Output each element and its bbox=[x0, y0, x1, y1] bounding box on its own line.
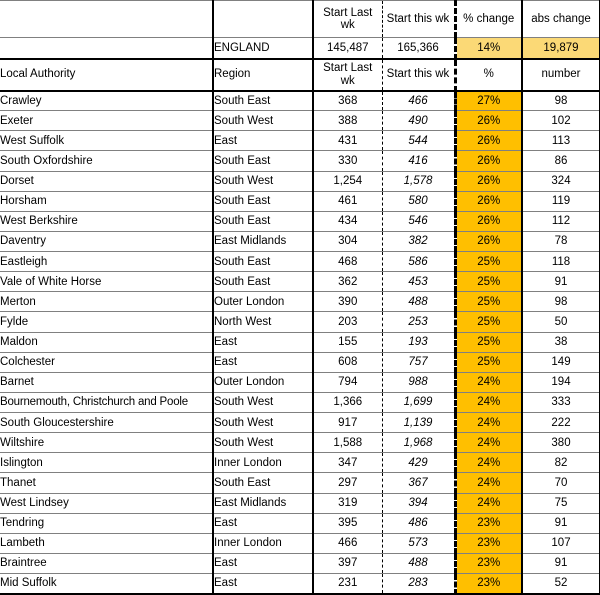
cell-local-authority: West Berkshire bbox=[0, 211, 213, 231]
cell-pct-change: 25% bbox=[455, 332, 522, 352]
cell-start-last-wk: 155 bbox=[313, 332, 382, 352]
table-row[interactable] bbox=[0, 272, 600, 292]
cell-pct-change: 27% bbox=[455, 91, 522, 111]
cell-region: Outer London bbox=[213, 372, 313, 392]
cell-abs-change: 75 bbox=[522, 493, 600, 513]
table-row[interactable] bbox=[0, 171, 600, 191]
cell-start-last-wk: 319 bbox=[313, 493, 382, 513]
cell-start-this-wk: 488 bbox=[382, 292, 455, 312]
table-row[interactable] bbox=[0, 191, 600, 211]
total-blank-cell bbox=[0, 38, 213, 59]
cell-start-this-wk: 988 bbox=[382, 372, 455, 392]
cell-abs-change: 112 bbox=[522, 211, 600, 231]
cell-region: South East bbox=[213, 272, 313, 292]
cell-start-last-wk: 434 bbox=[313, 211, 382, 231]
cell-start-this-wk: 573 bbox=[382, 533, 455, 553]
cell-abs-change: 333 bbox=[522, 392, 600, 412]
cell-abs-change: 50 bbox=[522, 312, 600, 332]
cell-pct-change: 25% bbox=[455, 252, 522, 272]
cell-local-authority: Islington bbox=[0, 453, 213, 473]
column-header-number: number bbox=[522, 59, 600, 91]
cell-abs-change: 107 bbox=[522, 533, 600, 553]
header-start-this-wk: Start this wk bbox=[382, 1, 455, 38]
cell-local-authority: Colchester bbox=[0, 352, 213, 372]
table-row[interactable] bbox=[0, 392, 600, 412]
cell-start-last-wk: 231 bbox=[313, 574, 382, 594]
cell-local-authority: Maldon bbox=[0, 332, 213, 352]
cell-region: East Midlands bbox=[213, 231, 313, 251]
cell-local-authority: Mid Suffolk bbox=[0, 574, 213, 594]
cell-abs-change: 98 bbox=[522, 91, 600, 111]
cell-region: South East bbox=[213, 91, 313, 111]
cell-local-authority: South Oxfordshire bbox=[0, 151, 213, 171]
cell-pct-change: 24% bbox=[455, 392, 522, 412]
cell-region: South West bbox=[213, 433, 313, 453]
cell-local-authority: Wiltshire bbox=[0, 433, 213, 453]
cell-start-this-wk: 382 bbox=[382, 231, 455, 251]
cell-region: South East bbox=[213, 473, 313, 493]
cell-local-authority: South Gloucestershire bbox=[0, 413, 213, 433]
cell-start-this-wk: 757 bbox=[382, 352, 455, 372]
cell-abs-change: 70 bbox=[522, 473, 600, 493]
cell-local-authority: Thanet bbox=[0, 473, 213, 493]
cell-region: East bbox=[213, 513, 313, 533]
cell-pct-change: 24% bbox=[455, 473, 522, 493]
cell-local-authority: Tendring bbox=[0, 513, 213, 533]
total-start-last-wk: 145,487 bbox=[313, 38, 382, 59]
cell-region: South East bbox=[213, 191, 313, 211]
table-row[interactable] bbox=[0, 533, 600, 553]
cell-abs-change: 82 bbox=[522, 453, 600, 473]
cell-abs-change: 119 bbox=[522, 191, 600, 211]
cell-pct-change: 24% bbox=[455, 372, 522, 392]
cell-local-authority: Vale of White Horse bbox=[0, 272, 213, 292]
cell-region: East bbox=[213, 574, 313, 594]
column-header-local-authority: Local Authority bbox=[0, 59, 213, 91]
cell-start-last-wk: 368 bbox=[313, 91, 382, 111]
cell-region: North West bbox=[213, 312, 313, 332]
cell-local-authority: Merton bbox=[0, 292, 213, 312]
cell-start-last-wk: 608 bbox=[313, 352, 382, 372]
cell-abs-change: 91 bbox=[522, 553, 600, 573]
cell-start-last-wk: 917 bbox=[313, 413, 382, 433]
table-row[interactable] bbox=[0, 131, 600, 151]
cell-abs-change: 86 bbox=[522, 151, 600, 171]
table-row[interactable] bbox=[0, 513, 600, 533]
cell-start-last-wk: 466 bbox=[313, 533, 382, 553]
table-row[interactable] bbox=[0, 151, 600, 171]
total-row-england bbox=[0, 38, 600, 59]
table-row[interactable] bbox=[0, 91, 600, 111]
cell-abs-change: 38 bbox=[522, 332, 600, 352]
cell-abs-change: 52 bbox=[522, 574, 600, 594]
cell-start-this-wk: 367 bbox=[382, 473, 455, 493]
cell-pct-change: 24% bbox=[455, 413, 522, 433]
cell-start-last-wk: 362 bbox=[313, 272, 382, 292]
cell-start-this-wk: 1,139 bbox=[382, 413, 455, 433]
cell-start-last-wk: 330 bbox=[313, 151, 382, 171]
cell-local-authority: Dorset bbox=[0, 171, 213, 191]
cell-region: South West bbox=[213, 171, 313, 191]
cell-abs-change: 91 bbox=[522, 513, 600, 533]
cell-region: East Midlands bbox=[213, 493, 313, 513]
table-row[interactable] bbox=[0, 574, 600, 594]
cell-pct-change: 25% bbox=[455, 292, 522, 312]
cell-pct-change: 26% bbox=[455, 171, 522, 191]
cell-pct-change: 25% bbox=[455, 352, 522, 372]
table-row[interactable] bbox=[0, 312, 600, 332]
total-abs-change: 19,879 bbox=[522, 38, 600, 59]
header-abs-change: abs change bbox=[522, 1, 600, 38]
cell-region: East bbox=[213, 553, 313, 573]
cell-start-last-wk: 347 bbox=[313, 453, 382, 473]
cell-start-last-wk: 297 bbox=[313, 473, 382, 493]
cell-region: South East bbox=[213, 252, 313, 272]
cell-region: East bbox=[213, 131, 313, 151]
cell-start-last-wk: 431 bbox=[313, 131, 382, 151]
table-row[interactable] bbox=[0, 413, 600, 433]
cell-local-authority: Barnet bbox=[0, 372, 213, 392]
cell-region: South West bbox=[213, 413, 313, 433]
cell-abs-change: 324 bbox=[522, 171, 600, 191]
cell-start-this-wk: 546 bbox=[382, 211, 455, 231]
cell-local-authority: Horsham bbox=[0, 191, 213, 211]
column-header-start-last-wk: Start Last wk bbox=[313, 59, 382, 91]
table-row[interactable] bbox=[0, 493, 600, 513]
cell-local-authority: Lambeth bbox=[0, 533, 213, 553]
total-start-this-wk: 165,366 bbox=[382, 38, 455, 59]
cell-start-this-wk: 429 bbox=[382, 453, 455, 473]
cell-pct-change: 26% bbox=[455, 131, 522, 151]
cell-start-last-wk: 388 bbox=[313, 111, 382, 131]
cell-pct-change: 23% bbox=[455, 574, 522, 594]
cell-start-this-wk: 490 bbox=[382, 111, 455, 131]
cell-pct-change: 23% bbox=[455, 513, 522, 533]
header-blank-local-authority bbox=[0, 1, 213, 38]
cell-start-this-wk: 1,968 bbox=[382, 433, 455, 453]
table-row[interactable] bbox=[0, 292, 600, 312]
cell-start-last-wk: 390 bbox=[313, 292, 382, 312]
cell-local-authority: Eastleigh bbox=[0, 252, 213, 272]
cell-start-this-wk: 488 bbox=[382, 553, 455, 573]
table-row[interactable] bbox=[0, 473, 600, 493]
cell-region: East bbox=[213, 332, 313, 352]
cell-abs-change: 102 bbox=[522, 111, 600, 131]
cell-local-authority: Crawley bbox=[0, 91, 213, 111]
cell-start-last-wk: 468 bbox=[313, 252, 382, 272]
cell-local-authority: Braintree bbox=[0, 553, 213, 573]
cell-region: East bbox=[213, 352, 313, 372]
cell-start-last-wk: 1,254 bbox=[313, 171, 382, 191]
cell-region: South East bbox=[213, 151, 313, 171]
total-pct-change: 14% bbox=[455, 38, 522, 59]
cell-abs-change: 149 bbox=[522, 352, 600, 372]
cell-start-last-wk: 397 bbox=[313, 553, 382, 573]
table-row[interactable] bbox=[0, 252, 600, 272]
cell-pct-change: 26% bbox=[455, 111, 522, 131]
cell-pct-change: 23% bbox=[455, 533, 522, 553]
cell-start-last-wk: 461 bbox=[313, 191, 382, 211]
cell-region: Outer London bbox=[213, 292, 313, 312]
cell-abs-change: 78 bbox=[522, 231, 600, 251]
cell-start-this-wk: 1,699 bbox=[382, 392, 455, 412]
cell-abs-change: 98 bbox=[522, 292, 600, 312]
table-row[interactable] bbox=[0, 433, 600, 453]
cell-start-this-wk: 453 bbox=[382, 272, 455, 292]
cell-local-authority: West Lindsey bbox=[0, 493, 213, 513]
table-row[interactable] bbox=[0, 211, 600, 231]
cell-region: Inner London bbox=[213, 453, 313, 473]
cell-abs-change: 222 bbox=[522, 413, 600, 433]
cell-start-this-wk: 283 bbox=[382, 574, 455, 594]
cell-pct-change: 26% bbox=[455, 211, 522, 231]
cell-start-this-wk: 544 bbox=[382, 131, 455, 151]
cell-pct-change: 26% bbox=[455, 191, 522, 211]
cell-pct-change: 26% bbox=[455, 151, 522, 171]
table-row[interactable] bbox=[0, 352, 600, 372]
cell-abs-change: 194 bbox=[522, 372, 600, 392]
header-start-last-wk: Start Last wk bbox=[313, 1, 382, 38]
cell-abs-change: 118 bbox=[522, 252, 600, 272]
cell-pct-change: 24% bbox=[455, 433, 522, 453]
table-row[interactable] bbox=[0, 453, 600, 473]
cell-abs-change: 91 bbox=[522, 272, 600, 292]
total-label-england: ENGLAND bbox=[213, 38, 313, 59]
cell-start-this-wk: 586 bbox=[382, 252, 455, 272]
table-row[interactable] bbox=[0, 332, 600, 352]
cell-local-authority: Bournemouth, Christchurch and Poole bbox=[0, 392, 213, 412]
header-row-columns bbox=[0, 59, 600, 91]
cell-start-last-wk: 395 bbox=[313, 513, 382, 533]
cell-start-last-wk: 794 bbox=[313, 372, 382, 392]
table-row[interactable] bbox=[0, 372, 600, 392]
cell-start-this-wk: 253 bbox=[382, 312, 455, 332]
cell-start-last-wk: 304 bbox=[313, 231, 382, 251]
cell-start-last-wk: 1,588 bbox=[313, 433, 382, 453]
table-row[interactable] bbox=[0, 111, 600, 131]
cell-start-last-wk: 1,366 bbox=[313, 392, 382, 412]
cell-abs-change: 113 bbox=[522, 131, 600, 151]
cell-start-this-wk: 193 bbox=[382, 332, 455, 352]
cell-pct-change: 25% bbox=[455, 312, 522, 332]
cell-region: Inner London bbox=[213, 533, 313, 553]
table-row[interactable] bbox=[0, 231, 600, 251]
cell-start-this-wk: 394 bbox=[382, 493, 455, 513]
column-header-pct: % bbox=[455, 59, 522, 91]
header-row-top bbox=[0, 1, 600, 38]
cell-start-last-wk: 203 bbox=[313, 312, 382, 332]
cell-pct-change: 24% bbox=[455, 493, 522, 513]
table-row[interactable] bbox=[0, 553, 600, 573]
cell-region: South East bbox=[213, 211, 313, 231]
cell-region: South West bbox=[213, 111, 313, 131]
column-header-start-this-wk: Start this wk bbox=[382, 59, 455, 91]
cell-local-authority: West Suffolk bbox=[0, 131, 213, 151]
cell-region: South West bbox=[213, 392, 313, 412]
cell-start-this-wk: 416 bbox=[382, 151, 455, 171]
header-blank-region bbox=[213, 1, 313, 38]
cell-start-this-wk: 486 bbox=[382, 513, 455, 533]
cell-pct-change: 23% bbox=[455, 553, 522, 573]
cell-start-this-wk: 580 bbox=[382, 191, 455, 211]
cell-abs-change: 380 bbox=[522, 433, 600, 453]
cell-start-this-wk: 1,578 bbox=[382, 171, 455, 191]
cell-pct-change: 25% bbox=[455, 272, 522, 292]
cell-pct-change: 26% bbox=[455, 231, 522, 251]
header-pct-change: % change bbox=[455, 1, 522, 38]
cell-local-authority: Exeter bbox=[0, 111, 213, 131]
column-header-region: Region bbox=[213, 59, 313, 91]
cell-local-authority: Fylde bbox=[0, 312, 213, 332]
cell-pct-change: 24% bbox=[455, 453, 522, 473]
cell-local-authority: Daventry bbox=[0, 231, 213, 251]
cell-start-this-wk: 466 bbox=[382, 91, 455, 111]
